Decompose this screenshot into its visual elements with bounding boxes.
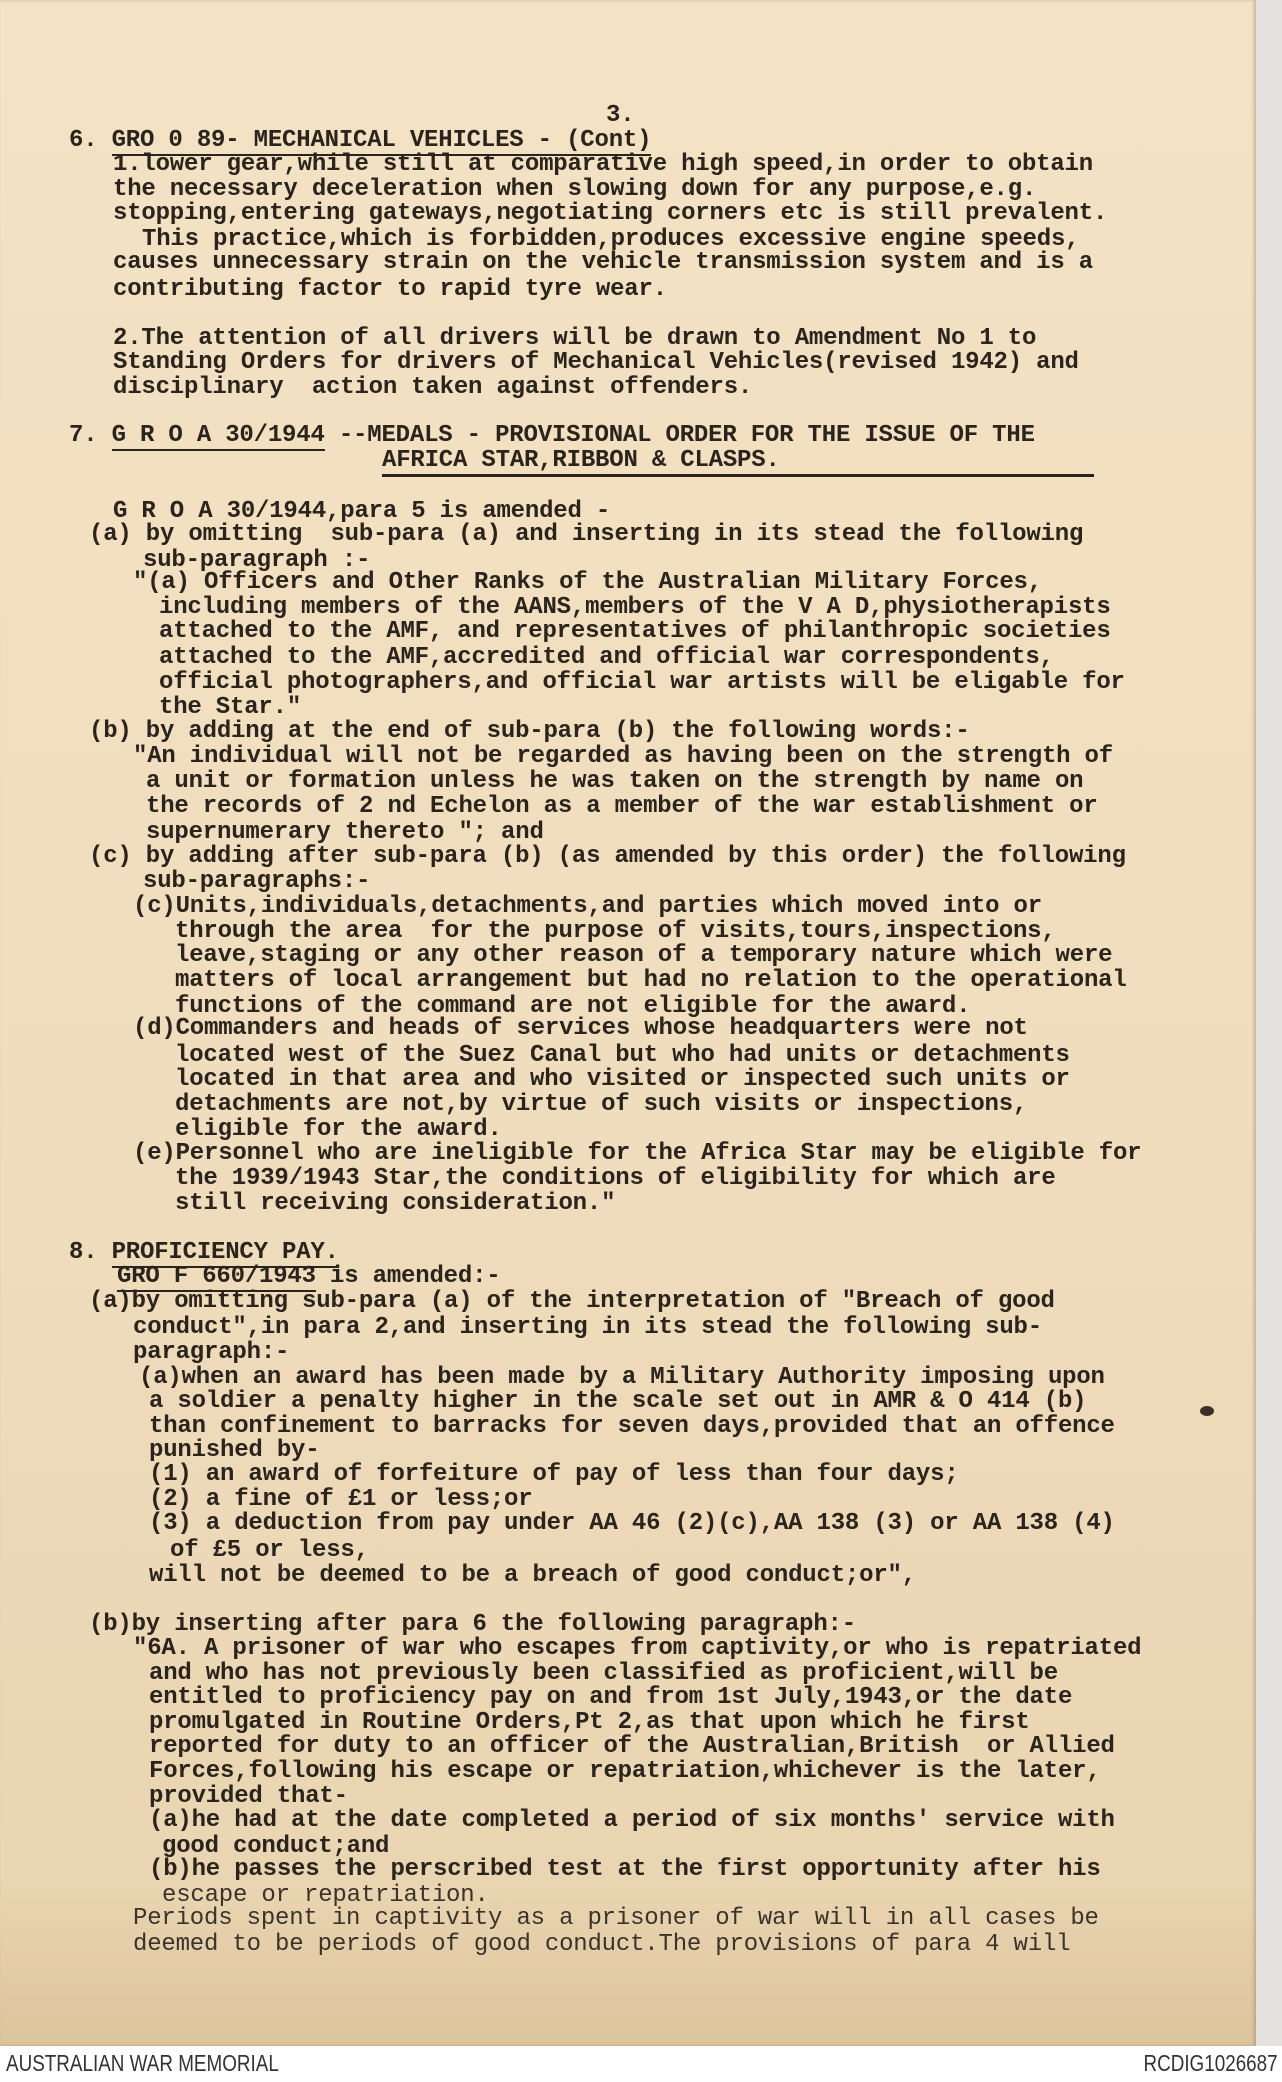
text-line: 1.lower gear,while still at comparative high speed,in order to obtain (113, 151, 1093, 178)
text-line: eligible for the award. (175, 1116, 502, 1143)
text-line: (a)by omitting sub-para (a) of the interpretation of "Breach of good (89, 1288, 1055, 1315)
text-line: "An individual will not be regarded as having been on the strength of (133, 743, 1113, 770)
text-line: (c) by adding after sub-para (b) (as amended by this order) the following (89, 843, 1126, 870)
text-line: of £5 or less, (170, 1537, 369, 1564)
text-line: functions of the command are not eligible for the award. (175, 993, 971, 1020)
text-line: (b) by adding at the end of sub-para (b) the following words:- (89, 718, 970, 745)
text-line: (c)Units,individuals,detachments,and parties which moved into or (133, 893, 1042, 920)
text-line: conduct",in para 2,and inserting in its stead the following sub- (133, 1314, 1042, 1341)
underlined-text: GRO 0 89- MECHANICAL VEHICLES - (Cont) (111, 127, 652, 154)
text-line: a unit or formation unless he was taken on the strength by name on (146, 768, 1084, 795)
heading-text: --MEDALS - PROVISIONAL ORDER FOR THE ISSUE OF THE (324, 422, 1035, 449)
text-line: deemed to be periods of good conduct.The provisions of para 4 will (133, 1931, 1071, 1958)
text-line: 2.The attention of all drivers will be drawn to Amendment No 1 to (113, 325, 1037, 352)
text-line: matters of local arrangement but had no relation to the operational (175, 967, 1127, 994)
text-line: promulgated in Routine Orders,Pt 2,as that upon which he first (149, 1709, 1030, 1736)
text-line: punished by- (149, 1437, 320, 1464)
text-line: (a)when an award has been made by a Military Authority imposing upon (139, 1364, 1105, 1391)
text-line: entitled to proficiency pay on and from 1st July,1943,or the date (149, 1684, 1073, 1711)
text-line: (2) a fine of £1 or less;or (149, 1486, 533, 1513)
ink-blot (1200, 1406, 1214, 1416)
text-line: located in that area and who visited or inspected such units or (175, 1066, 1070, 1093)
text-line: leave,staging or any other reason of a temporary nature which were (175, 942, 1113, 969)
text-line: will not be deemed to be a breach of good conduct;or", (149, 1562, 916, 1589)
text-line: still receiving consideration." (175, 1190, 616, 1217)
underlined-text: PROFICIENCY PAY. (111, 1239, 339, 1266)
underlined-text: GRO F 660/1943 (117, 1263, 316, 1290)
heading-text: 7. (69, 422, 112, 449)
text-line: attached to the AMF,accredited and official war correspondents, (159, 644, 1054, 671)
heading-text: is amended:- (315, 1263, 501, 1290)
text-line: sub-paragraph :- (143, 547, 371, 574)
text-line: "6A. A prisoner of war who escapes from captivity,or who is repatriated (133, 1635, 1142, 1662)
text-line: escape or repatriation. (162, 1882, 489, 1909)
text-line: (3) a deduction from pay under AA 46 (2)(c),AA 138 (3) or AA 138 (4) (149, 1510, 1115, 1537)
text-line: official photographers,and official war artists will be eligable for (159, 669, 1125, 696)
text-line: through the area for the purpose of visits,tours,inspections, (175, 918, 1056, 945)
text-line: located west of the Suez Canal but who had units or detachments (175, 1042, 1070, 1069)
text-line: the Star." (159, 694, 302, 721)
heading-text: 8. (69, 1239, 112, 1266)
text-line: AFRICA STAR,RIBBON & CLASPS. (382, 447, 780, 474)
footer-institution: AUSTRALIAN WAR MEMORIAL (6, 2050, 279, 2076)
text-line: reported for duty to an officer of the Australian,British or Allied (149, 1733, 1115, 1760)
text-line: (d)Commanders and heads of services whose headquarters were not (133, 1015, 1028, 1042)
text-line: Forces,following his escape or repatriation,whichever is the later, (149, 1758, 1101, 1785)
text-line: (b)he passes the perscribed test at the first opportunity after his (149, 1856, 1101, 1883)
text-line: sub-paragraphs:- (143, 868, 371, 895)
text-line: (a) by omitting sub-para (a) and inserting in its stead the following (89, 521, 1084, 548)
text-line: the necessary deceleration when slowing down for any purpose,e.g. (113, 176, 1037, 203)
text-line: (1) an award of forfeiture of pay of less than four days; (149, 1461, 959, 1488)
text-line: (b)by inserting after para 6 the following paragraph:- (89, 1611, 856, 1638)
underlined-text: G R O A 30/1944 (111, 422, 325, 449)
text-line: provided that- (149, 1783, 348, 1810)
text-line: including members of the AANS,members of the V A D,physiotherapists (159, 594, 1111, 621)
text-line: the records of 2 nd Echelon as a member of the war establishment or (146, 793, 1098, 820)
text-line: good conduct;and (162, 1833, 390, 1860)
text-line: disciplinary action taken against offenders. (113, 374, 753, 401)
text-line: contributing factor to rapid tyre wear. (113, 276, 667, 303)
text-line: paragraph:- (133, 1339, 290, 1366)
page-number: 3. (606, 102, 635, 129)
heading-underline (382, 474, 1094, 477)
text-line: Periods spent in captivity as a prisoner of war will in all cases be (133, 1905, 1099, 1932)
section-heading (69, 423, 1035, 449)
text-line: attached to the AMF, and representatives of philanthropic societies (159, 618, 1111, 645)
text-line: causes unnecessary strain on the vehicle transmission system and is a (113, 249, 1093, 276)
text-line: G R O A 30/1944,para 5 is amended - (113, 498, 611, 525)
text-line: This practice,which is forbidden,produces excessive engine speeds, (142, 226, 1080, 253)
text-line: Standing Orders for drivers of Mechanical Vehicles(revised 1942) and (113, 349, 1079, 376)
scan-background-edge (1256, 0, 1282, 2046)
text-line: stopping,entering gateways,negotiating corners etc is still prevalent. (113, 200, 1108, 227)
footer-reference: RCDIG1026687 (1143, 2050, 1278, 2076)
heading-text: 6. (69, 127, 112, 154)
text-line: "(a) Officers and Other Ranks of the Australian Military Forces, (133, 569, 1042, 596)
text-line: a soldier a penalty higher in the scale set out in AMR & O 414 (b) (149, 1388, 1087, 1415)
text-line: (e)Personnel who are ineligible for the Africa Star may be eligible for (133, 1140, 1142, 1167)
text-line: (a)he had at the date completed a period of six months' service with (149, 1807, 1115, 1834)
text-line: the 1939/1943 Star,the conditions of eligibility for which are (175, 1165, 1056, 1192)
text-line: supernumerary thereto "; and (146, 819, 544, 846)
text-line: than confinement to barracks for seven days,provided that an offence (149, 1413, 1115, 1440)
section-heading (117, 1264, 500, 1290)
text-line: and who has not previously been classified as proficient,will be (149, 1660, 1058, 1687)
text-line: detachments are not,by virtue of such visits or inspections, (175, 1091, 1028, 1118)
